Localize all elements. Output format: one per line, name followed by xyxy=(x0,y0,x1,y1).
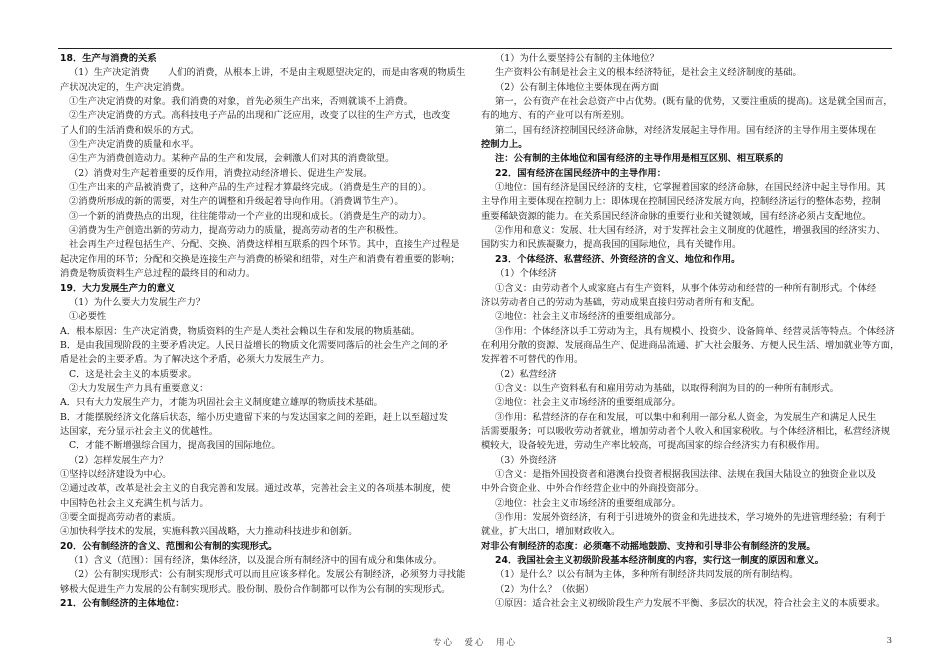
text-line: （2）私营经济 xyxy=(495,368,557,380)
text-line: （1）含义（范围）：国有经济，集体经济，以及混合所有制经济中的国有成分和集体成分。 xyxy=(69,555,443,567)
text-line: （2）公有制实现形式：公有制实现形式可以而且应该多样化。发展公有制经济，必须努力寻找能 xyxy=(69,569,466,581)
text-line: 发挥着不可替代的作用。 xyxy=(481,354,584,366)
header-rule xyxy=(58,48,892,49)
text-line: （1）个体经济 xyxy=(495,268,557,280)
text-line: 中国特色社会主义充满生机与活力。 xyxy=(60,497,209,509)
text-line: ④生产为消费创造动力。某种产品的生产和发展，会刺激人们对其的消费欲望。 xyxy=(69,153,395,165)
text-line: B．才能摆脱经济文化落后状态，缩小历史遗留下来的与发达国家之间的差距，赶上以至超过发 xyxy=(60,411,449,423)
text-line: ①原因：适合社会主义初级阶段生产力发展不平衡、多层次的状况，符合社会主义的本质要求。 xyxy=(495,598,886,610)
text-line: 盾是社会的主要矛盾。为了解决这个矛盾，必须大力发展生产力。 xyxy=(60,354,330,366)
text-line: （3）外资经济 xyxy=(495,454,557,466)
text-line: ②大力发展生产力具有重要意义： xyxy=(69,382,209,394)
text-line: ③一个新的消费热点的出现，往往能带动一个产业的出现和成长。（消费是生产的动力）。 xyxy=(69,210,432,222)
text-line: ②地位：社会主义市场经济的重要组成部分。 xyxy=(495,397,681,409)
text-line: ①必要性 xyxy=(69,311,107,323)
text-line: ③作用：发展外资经济，有利于引进境外的资金和先进技术，学习境外的先进管理经验；有利于 xyxy=(495,512,886,523)
text-line: ③生产决定消费的质量和水平。 xyxy=(69,139,200,151)
left-column xyxy=(60,52,490,611)
text-line: A．根本原因：生产决定消费，物质资料的生产是人类社会赖以生存和发展的物质基础。 xyxy=(60,325,420,337)
text-line: ①生产出来的产品被消费了，这种产品的生产过程才算最终完成。（消费是生产的目的）。 xyxy=(69,182,432,194)
text-line: ③作用：私营经济的存在和发展，可以集中和利用一部分私人资金，为发展生产和满足人民生 xyxy=(495,411,877,423)
text-line: ①坚持以经济建设为中心。 xyxy=(60,468,172,480)
text-line: A．只有大力发展生产力，才能为巩固社会主义制度建立雄厚的物质技术基础。 xyxy=(60,397,383,409)
text-line: ③作用：个体经济以手工劳动为主，具有规模小、投资少、设备简单、经营灵活等特点。个体经济 xyxy=(495,325,895,337)
text-line: 产状况决定的，生产决定消费。 xyxy=(60,81,191,93)
text-line: 第一，公有资产在社会总资产中占优势。(既有量的优势，又要注重质的提高)。这是就全国而言， xyxy=(495,96,893,108)
text-line: 就业，扩大出口，增加财政收入。 xyxy=(481,526,621,538)
text-line: 在利用分散的资源、发展商品生产、促进商品流通、扩大社会服务、方便人民生活、增加就业等方面， xyxy=(481,339,900,351)
text-line: ②通过改革，改革是社会主义的自我完善和发展。通过改革，完善社会主义的各项基本制度，使 xyxy=(60,483,451,495)
text-line: ①生产决定消费的对象。我们消费的对象，首先必须生产出来，否则就谈不上消费。 xyxy=(69,96,413,108)
page-number: 3 xyxy=(886,636,892,646)
text-line: 模较大，设备较先进，劳动生产率比较高，可提高国家的综合经济实力有积极作用。 xyxy=(481,440,825,452)
text-line: 第二，国有经济控制国民经济命脉，对经济发展起主导作用。国有经济的主导作用主要体现在 xyxy=(495,124,877,136)
text-line: ①含义：以生产资料私有和雇用劳动为基础，以取得利润为目的的一种所有制形式。 xyxy=(495,382,839,394)
text-line: ①含义：由劳动者个人或家庭占有生产资料，从事个体劳动和经营的一种所有制形式。个体经 xyxy=(495,282,877,294)
text-line: （2）公有制主体地位主要体现在两方面 xyxy=(495,81,659,93)
text-line: （2）消费对生产起着重要的反作用，消费拉动经济增长、促进生产发展。 xyxy=(69,167,373,179)
section-heading: 24．我国社会主义初级阶段基本经济制度的内容，实行这一制度的原因和意义。 xyxy=(495,555,825,567)
section-heading: 19．大力发展生产力的意义 xyxy=(60,282,176,294)
text-line: 主导作用主要体现在控制力上：即体现在控制国民经济发展方向，控制经济运行的整体态势，控制 xyxy=(481,196,881,208)
text-line: ①含义：是指外国投资者和港澳台投资者根据我国法律、法规在我国大陆设立的独资企业以及 xyxy=(495,468,877,480)
text-line: ④加快科学技术的发展，实施科教兴国战略，大力推动科技进步和创新。 xyxy=(60,526,358,538)
text-line: （1）是什么？以公有制为主体，多种所有制经济共同发展的所有制结构。 xyxy=(495,569,799,581)
text-line: （2）为什么？（依据） xyxy=(495,583,594,595)
section-heading: 注：公有制的主体地位和国有经济的主导作用是相互区别、相互联系的 xyxy=(495,153,784,165)
text-line: ②地位：社会主义市场经济的重要组成部分。 xyxy=(495,497,681,509)
text-line: 重要稀缺资源的能力。在关系国民经济命脉的重要行业和关键领域，国有经济必须占支配地位。 xyxy=(481,210,872,222)
section-heading: 20．公有制经济的含义、范围和公有制的实现形式。 xyxy=(60,540,278,552)
text-line: 消费是物质资料生产总过程的最终目的和动力。 xyxy=(60,268,256,280)
text-line: ②消费所形成的新的需要，对生产的调整和升级起着导向作用。（消费调节生产）。 xyxy=(69,196,404,208)
text-line: 达国家，充分显示社会主义的优越性。 xyxy=(60,425,219,437)
text-line: B．是由我国现阶段的主要矛盾决定。人民日益增长的物质文化需要同落后的社会生产之间的矛 xyxy=(60,339,449,351)
text-line: 活需要服务；可以吸收劳动者就业，增加劳动者个人收入和国家税收。与个体经济相比，私营经济规 xyxy=(481,425,891,437)
text-line: ②生产决定消费的方式。高科技电子产品的出现和广泛应用，改变了以往的生产方式，也改变 xyxy=(69,110,451,122)
section-heading: 对非公有制经济的态度：必须毫不动摇地鼓励、支持和引导非公有制经济的发展。 xyxy=(481,540,816,552)
text-line: 中外合资企业、中外合作经营企业中的外商投资部分。 xyxy=(481,483,705,495)
text-line: ②地位：社会主义市场经济的重要组成部分。 xyxy=(495,311,681,323)
text-line: C．这是社会主义的本质要求。 xyxy=(69,368,197,380)
text-line: （1）为什么要大力发展生产力？ xyxy=(69,296,206,308)
text-line: C．才能不断增强综合国力，提高我国的国际地位。 xyxy=(69,440,281,452)
text-line: 国防实力和民族凝聚力，提高我国的国际地位，具有关键作用。 xyxy=(481,239,742,251)
text-line: 起决定作用的环节；分配和交换是连接生产与消费的桥梁和纽带，对生产和消费有着重要的影响； xyxy=(60,253,460,265)
text-line: ②作用和意义：发展、壮大国有经济，对于发挥社会主义制度的优越性，增强我国的经济实力、 xyxy=(495,225,886,237)
text-line: 社会再生产过程包括生产、分配、交换、消费这样相互联系的四个环节。其中，直接生产过程是 xyxy=(69,239,460,251)
text-line: 有的地方、有的产业可以有所差别。 xyxy=(481,110,630,122)
section-heading: 18．生产与消费的关系 xyxy=(60,53,157,64)
text-line: ③要全面提高劳动者的素质。 xyxy=(60,512,181,523)
text-line: 济以劳动者自己的劳动为基础，劳动成果直接归劳动者所有和支配。 xyxy=(481,296,760,308)
page-footer: 专心 爱心 用心 xyxy=(432,638,517,648)
text-line: （1）生产决定消费 人们的消费，从根本上讲，不是由主观愿望决定的，而是由客观的物质生 xyxy=(69,67,466,79)
text-line: 够极大促进生产力发展的公有制实现形式。股份制、股份合作制都可以作为公有制的实现形式。 xyxy=(60,583,451,595)
section-heading: 21．公有制经济的主体地位： xyxy=(60,598,185,610)
text-line: ①地位：国有经济是国民经济的支柱，它掌握着国家的经济命脉，在国民经济中起主导作用。其 xyxy=(495,182,886,194)
text-line: （2）怎样发展生产力？ xyxy=(69,454,168,466)
section-heading: 23．个体经济、私营经济、外资经济的含义、地位和作用。 xyxy=(495,253,741,265)
text-line: 了人们的生活消费和娱乐的方式。 xyxy=(60,124,200,136)
text-line: （1）为什么要坚持公有制的主体地位？ xyxy=(495,53,659,64)
section-heading: 22．国有经济在国民经济中的主导作用： xyxy=(495,167,666,179)
section-heading: 控制力上。 xyxy=(481,139,528,151)
right-column xyxy=(481,52,913,611)
text-line: ④消费为生产创造出新的劳动力，提高劳动力的质量，提高劳动者的生产积极性。 xyxy=(69,225,404,237)
text-line: 生产资料公有制是社会主义的根本经济特征，是社会主义经济制度的基础。 xyxy=(495,67,802,79)
